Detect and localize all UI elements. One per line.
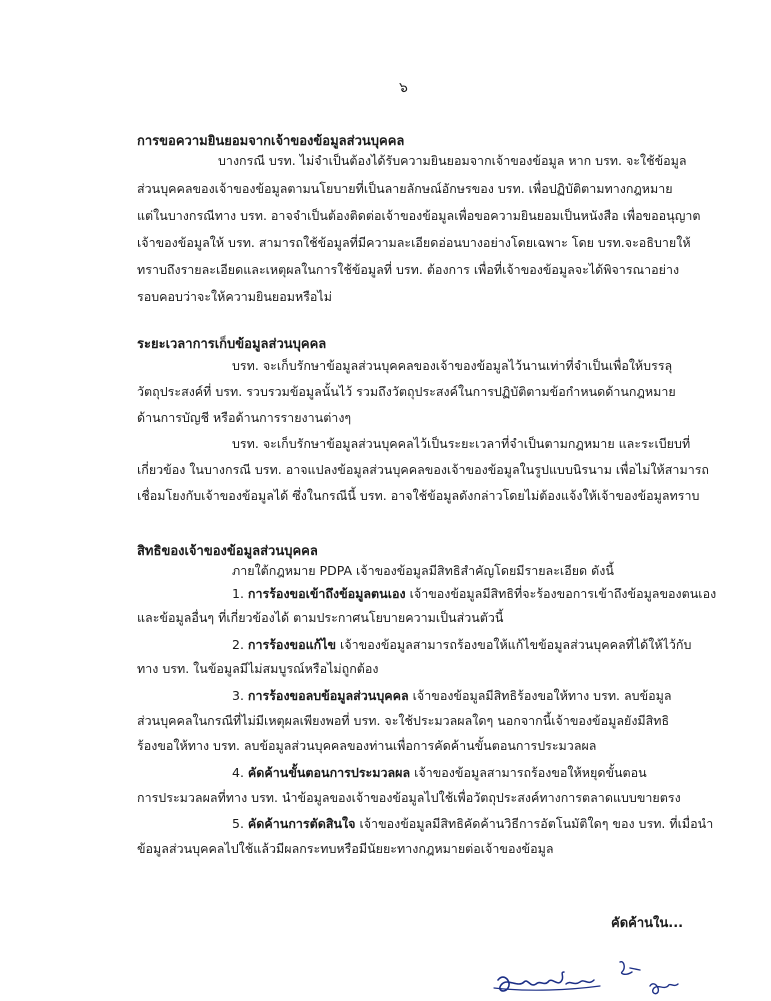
rights-item: 4. คัดค้านขั้นตอนการประมวลผล เจ้าของข้อมูลสามารถร้องขอให้หยุดขั้นตอน	[232, 765, 647, 780]
rights-intro: ภายใต้กฎหมาย PDPA เจ้าของข้อมูลมีสิทธิสำคัญโดยมีรายละเอียด ดังนี้	[232, 563, 614, 578]
retention-line: บรท. จะเก็บรักษาข้อมูลส่วนบุคคลของเจ้าของข้อมูลไว้นานเท่าที่จำเป็นเพื่อให้บรรลุ	[232, 358, 673, 373]
rights-item-cont: ส่วนบุคคลในกรณีที่ไม่มีเหตุผลเพียงพอที่ บรท. จะใช้ประมวลผลใดๆ นอกจากนี้เจ้าของข้อมูลยังมีสิทธิ	[137, 713, 670, 728]
retention-line: เกี่ยวข้อง ในบางกรณี บรท. อาจแปลงข้อมูลส่วนบุคคลของเจ้าของข้อมูลในรูปแบบนิรนาม เพื่อไม่ให้สามารถ	[137, 462, 709, 477]
retention-line: บรท. จะเก็บรักษาข้อมูลส่วนบุคคลไว้เป็นระยะเวลาที่จำเป็นตามกฎหมาย และระเบียบที่	[232, 436, 691, 451]
consent-line: ส่วนบุคคลของเจ้าของข้อมูลตามนโยบายที่เป็นลายลักษณ์อักษรของ บรท. เพื่อปฏิบัติตามทางกฎหมาย	[137, 181, 673, 196]
consent-line: บางกรณี บรท. ไม่จำเป็นต้องได้รับความยินยอมจากเจ้าของข้อมูล หาก บรท. จะใช้ข้อมูล	[218, 153, 687, 168]
rights-item-cont: การประมวลผลที่ทาง บรท. นำข้อมูลของเจ้าของข้อมูลไปใช้เพื่อวัตถุประสงค์ทางการตลาดแบบขายตรง	[137, 790, 681, 805]
consent-line: แต่ในบางกรณีทาง บรท. อาจจำเป็นต้องติดต่อเจ้าของข้อมูลเพื่อขอความยินยอมเป็นหนังสือ เพื่อขออนุญาต	[137, 208, 701, 223]
continued-text: คัดค้านใน...	[611, 916, 684, 931]
signature-image	[490, 958, 690, 997]
page-number: ๖	[399, 80, 408, 96]
rights-item: 1. การร้องขอเข้าถึงข้อมูลตนเอง เจ้าของข้อมูลมีสิทธิที่จะร้องขอการเข้าถึงข้อมูลของตนเอง	[232, 586, 717, 601]
rights-item: 3. การร้องขอลบข้อมูลส่วนบุคคล เจ้าของข้อมูลมีสิทธิร้องขอให้ทาง บรท. ลบข้อมูล	[232, 688, 672, 703]
consent-heading: การขอความยินยอมจากเจ้าของข้อมูลส่วนบุคคล	[137, 134, 405, 149]
rights-item-cont: ข้อมูลส่วนบุคคลไปใช้แล้วมีผลกระทบหรือมีนัยยะทางกฎหมายต่อเจ้าของข้อมูล	[137, 841, 554, 856]
rights-item-cont: และข้อมูลอื่นๆ ที่เกี่ยวข้องได้ ตามประกาศนโยบายความเป็นส่วนตัวนี้	[137, 610, 504, 625]
rights-item-cont: ร้องขอให้ทาง บรท. ลบข้อมูลส่วนบุคคลของท่านเพื่อการคัดค้านขั้นตอนการประมวลผล	[137, 738, 597, 753]
rights-item-title: การร้องขอลบข้อมูลส่วนบุคคล	[247, 688, 409, 703]
retention-line: ด้านการบัญชี หรือด้านการรายงานต่างๆ	[137, 410, 352, 425]
rights-item-cont: ทาง บรท. ในข้อมูลมีไม่สมบูรณ์หรือไม่ถูกต้อง	[137, 661, 379, 676]
consent-line: รอบคอบว่าจะให้ความยินยอมหรือไม่	[137, 289, 332, 304]
rights-item-title: คัดค้านขั้นตอนการประมวลผล	[247, 765, 411, 780]
rights-item: 5. คัดค้านการตัดสินใจ เจ้าของข้อมูลมีสิทธิคัดค้านวิธีการอัตโนมัติใดๆ ของ บรท. ที่เมื่อนำ	[232, 816, 714, 831]
rights-heading: สิทธิของเจ้าของข้อมูลส่วนบุคคล	[137, 544, 318, 559]
consent-line: เจ้าของข้อมูลให้ บรท. สามารถใช้ข้อมูลที่มีความละเอียดอ่อนบางอย่างโดยเฉพาะ โดย บรท.จะอธิบายให้	[137, 235, 691, 250]
retention-line: วัตถุประสงค์ที่ บรท. รวบรวมข้อมูลนั้นไว้ รวมถึงวัตถุประสงค์ในการปฏิบัติตามข้อกำหนดด้านกฎหมาย	[137, 384, 676, 399]
rights-item-title: การร้องขอแก้ไข	[247, 637, 337, 652]
rights-item-title: การร้องขอเข้าถึงข้อมูลตนเอง	[247, 586, 406, 601]
retention-line: เชื่อมโยงกับเจ้าของข้อมูลได้ ซึ่งในกรณีนี้ บรท. อาจใช้ข้อมูลดังกล่าวโดยไม่ต้องแจ้งให้เจ้าของข้อมูลทราบ	[137, 488, 700, 503]
consent-line: ทราบถึงรายละเอียดและเหตุผลในการใช้ข้อมูลที่ บรท. ต้องการ เพื่อที่เจ้าของข้อมูลจะได้พิจารณาอย่าง	[137, 262, 680, 277]
rights-item: 2. การร้องขอแก้ไข เจ้าของข้อมูลสามารถร้องขอให้แก้ไขข้อมูลส่วนบุคคลที่ได้ให้ไว้กับ	[232, 637, 692, 652]
rights-item-title: คัดค้านการตัดสินใจ	[247, 816, 356, 831]
retention-heading: ระยะเวลาการเก็บข้อมูลส่วนบุคคล	[137, 337, 327, 352]
signatures	[490, 958, 690, 997]
